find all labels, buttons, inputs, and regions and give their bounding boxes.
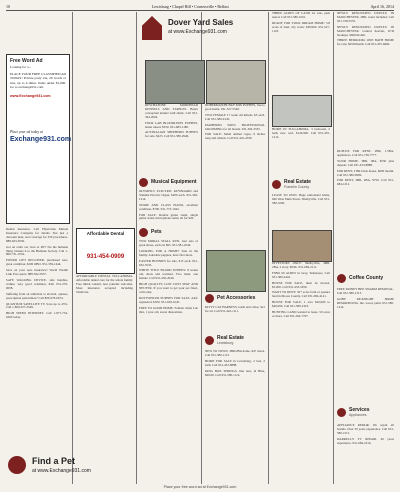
house-icon [142,16,162,40]
column-4-top [272,128,330,176]
rooster-photo [145,60,205,104]
section-services [337,408,370,417]
rv-photo [272,95,332,127]
section-real-estate [205,336,244,345]
section-musical-equipment [139,178,197,187]
affordable-dental-title: Affordable Dental [86,231,125,236]
column-divider [72,12,73,484]
listing: NEW TO TOWN, 3BR/2BA home, $47 down. Call 931-580-1112. [205,350,265,357]
page-number: 10 [6,3,10,9]
listing: WANT TO RENT: 50+ acres farm or pasture land in Moore County. Call 931-684-4141. [272,290,330,299]
listing: HUNTING LAND wanted to lease. 50 acres or more. Call 931-294-7707. [272,310,330,318]
section-label: Pet Accessories [217,295,256,301]
exchange-logo[interactable]: Exchange931.com [10,135,72,143]
column-divider [268,12,269,484]
column-6-top [337,12,394,152]
section-sub: Appliances [349,413,367,417]
free-word-ad-sub: Looking for a... [10,65,32,69]
listing: HOME FOR SALE in Lewisburg, 2 bed, 2 bath. Call 931-433-8888. [205,358,265,367]
listing: WHITE TITLE BLOOD PUPPIES: 8 weeks old, shots and wormed. Two male, one female. Call 931-236-4540. [139,268,198,281]
listing: Save on your auto insurance! World Wealth Link Free quote. 888-592-5957. [6,268,68,277]
affordable-dental-ad[interactable] [76,228,135,274]
page-footer: Place your free word ad at Exchange931.com [163,485,237,489]
listing: HOME IN TULLAHOMA, 3 bedroom, 2 bath, new roof, $129,900. Call 931-455-1212. [272,128,330,139]
house-photo [272,230,332,262]
listing: READY FOR YOUR DREAM HOME: 5.8 acres of land, city water. $38,900. 931-527-1118. [272,20,330,33]
listing: Got an older car, boat or RV? Do the humane thing. Donate it to the Humane Society. Call 1-800-731-1054. [6,244,68,257]
real-estate-listings [205,350,265,484]
find-a-pet-sub[interactable]: at www.Exchange931.com [32,468,91,474]
section-real-estate-franklin [272,180,311,189]
listing: TWO FEMALE 17 week old kittens. $5 each. Call 931-580-0145. [205,112,265,121]
page-header-title: Lewisburg • Chapel Hill • Cornersville • Belfast [151,3,229,9]
listing: GOBY MCKNIGHT HOME REMODELING, tile, wood, paint. 931-580-1414. [337,296,394,309]
listing: HOUSE FOR SALE, 1 acre $20,000 to $40,000. Call 931-580-2323. [272,300,330,309]
listing: RESCHAPONE MOREHEAD KENNELS AND STABLES. Better conceptual kennel with shade. Call 931-364-2004. [145,104,198,119]
services-listings [337,424,394,484]
section-label: Real Estate [217,335,244,341]
listing: FREE MONEY BEE SWARM REMOVAL. Call 931-580-1313. [337,288,394,295]
listing: KING BOX SPRINGS, like new, in Blue, $60.00. Call 931-580-1114. [205,368,265,377]
column-divider [136,12,137,484]
affordable-dental-text [76,275,133,345]
yard-sales-banner[interactable] [140,12,266,54]
column-5-top [272,12,330,92]
affordable-dental-phone[interactable]: 931-454-0909 [86,254,125,260]
listing: SAFE WALKING DEVICE, side handles, walker, very good condition, $40. 931-270-9058. [6,277,68,290]
free-word-ad-site[interactable]: www.Exchange931.com [10,93,51,98]
section-sub: Lewisburg [217,341,234,345]
listing: Suffering from an addiction to alcohol, opiates, prescription pain killers? Call 800-978-6674. [6,291,68,300]
listing: HIGH SPEED INTERNET. Call 1-877-734-6200 today. [6,311,68,320]
listing: KITTY CAT HARNESS, leash and collar, $12 for all. Call 931-422-1111. [205,306,265,313]
listing: THREE BEDROOM, ONE BATH HOME for rent, $650/month. Call 931-455-6666. [337,38,394,47]
listing: LEASE TO OWN. Huge remodeled home, 960 West Main Street, Shelbyville. Call 931-580-1000. [272,194,330,205]
listing: LOOKING FOR A HOME? Sale in the family. Adorable puppies, have first shots. [139,248,198,257]
section-label: Musical Equipment [151,179,197,185]
section-label: Pets [151,229,162,235]
free-word-ad-body: PLACE YOUR FREE CLASSIFIED AD TODAY! Private party ads, 20 words or less, up to 4 times. Items under $1,000. Go to exchange931.com. [10,72,66,90]
section-label: Coffee County [349,275,384,281]
wrench-icon [337,408,346,417]
section-tiling [337,274,383,283]
listing: AFFORDABLE DENTAL TULLAHOMA. Affordable dental care for the whole family. Free initial consult, new patients welcome. Most insurance accepted including TennCare. [76,275,133,294]
yard-sales-sub[interactable]: at www.Exchange931.com [168,29,227,35]
listing: YOUR HOME. 3BR, 1BA, $550 plus deposit. Call 931-433-8888. [337,158,394,167]
listing: APPLIANCE REPAIR. We repair all brands. Over 30 years experience. Call 931-580-1515. [337,424,394,435]
paw-icon [139,228,148,237]
listing: FOR SALE: Double guitar stand, single guitar stand, microphone stand, all for $20. [139,212,198,221]
column-4-listings [272,262,330,484]
section-pets [139,228,162,237]
listing: FOUR LAB BLOODLINES PUPPIES, home raised. $350. 931-683-1180. [145,120,198,129]
house-photo [206,250,266,292]
free-word-ad-heading: Free Word Ad [10,58,43,64]
listing: FOR RENT, 2 BR brick house, $600 month. Call 931-580-9999. [337,168,394,177]
paw-icon [8,456,26,474]
column-3-listings [205,104,265,248]
listing: Dental insurance. Call Physicians Mutual Insurance Company for details. Not just a discount plan, real coverage for 350 procedures. 888-623-3036. [6,228,68,243]
column-2-listings-bottom [139,240,198,484]
page-header [6,2,394,11]
listing: QUANTUM SATELLITE TV. Save up to 45%. Call 1-800-257-2549. [6,301,68,310]
listing: DARRELL'S TV REPAIR. 40 years experience. 931-684-1616. [337,436,394,445]
column-4-franklin [272,194,330,228]
listing: STORE AND CLASS PIANO, excellent condition, $700. 931-773-1042. [139,202,198,211]
listing: FOR RENT, 3BR, 2BA, $750. Call 931-684-1212. [337,178,394,187]
yard-sales-title: Dover Yard Sales [168,18,234,27]
section-sub: Franklin County [284,185,310,189]
listing: PAMPERED PAWS PROFESSIONAL GROOMING for all breeds. 931-364-3535. [205,122,265,131]
page-date: April 16, 2014 [370,3,394,9]
column-6-lower [337,288,394,398]
free-word-ad-box[interactable] [6,54,70,224]
column-6-middle [337,150,394,272]
listing: HIGH QUALITY, LOW COST SPAY AND NEUTER. If you want to get your pet fixed, call today. [139,282,198,294]
listing: POWER LIFT RECLINER, purchased new, great condition, $200 OBO. 931-359-1444. [6,258,68,267]
listing: FOR SALE: Small animal cages, 9 inches long and wheels. Call 931-422-4330. [205,132,265,141]
house-photo [206,60,266,104]
listing: ROTTWEILER PUPPIES FOR SALE. AKC registered, $500. 931-639-0145. [139,295,198,304]
listing: AUSTRALIAN SHEPHERD PUPPIES for sale. $225. Call 931-580-2940. [145,130,198,139]
tile-icon [337,274,346,283]
listing: DUPLEX FOR RENT, 2BR, 1.5BA, appliances. Call 931-728-7777. [337,150,394,157]
listing: INVESTORS ONLY: Shelbyville, 4BR, 2BA, 2 story. $65K. 931-684-2111. [272,262,330,269]
listing: TWO MORAL STALL RUN, four sets of great shoes, each set $95. 931-581-4544. [139,240,198,247]
house-icon [272,180,281,189]
column-1-listings [6,228,68,486]
listing: OLYMPICS ELECTRIC KEYBOARD and Yamaha Electric Organ, $200 each. 931-349-1214. [139,190,198,201]
section-label: Real Estate [284,179,311,185]
music-note-icon [139,178,148,187]
listing: FREE TO GOOD HOME: Female white Lab mix, 1 year old, sweet disposition. [139,305,198,314]
house-icon [205,336,214,345]
find-a-pet-title: Find a Pet [32,456,76,466]
free-word-ad-cta: Place your ad today at [10,129,43,134]
column-3-listings-top [145,104,198,176]
section-pet-accessories [205,294,255,303]
pet-accessories-listings [205,306,265,336]
column-divider [333,12,334,484]
find-a-pet-banner[interactable] [6,452,133,482]
section-label: Services [349,407,370,413]
paw-icon [205,294,214,303]
listing: NEWLY RENOVATED DUPLEX IN MANCHESTER. 2BR, water included. Call 931-728-5555. [337,12,394,23]
listing: HOUSE FOR SALE, must be moved, $5,000. Call 931-433-5050. [272,280,330,289]
listing: FSBO 60 ACRES in Gray, Tennessee. Call 931-380-4442. [272,270,330,279]
listing: DOBERMAN/HUSKY MIX PUPPIES, free to good home. 931-527-5540. [205,104,265,111]
listing: THREE ACRES OF LAND for sale, perk tested. Call 931-580-1001. [272,12,330,19]
listing: NEWLY RENOVATED DUPLEX IN MANCHESTER. Central heat/air, W/D hookups. $600/month. [337,24,394,37]
listing: EASTER BUNNIES for sale, $15 each. 931-632-5533. [139,258,198,267]
